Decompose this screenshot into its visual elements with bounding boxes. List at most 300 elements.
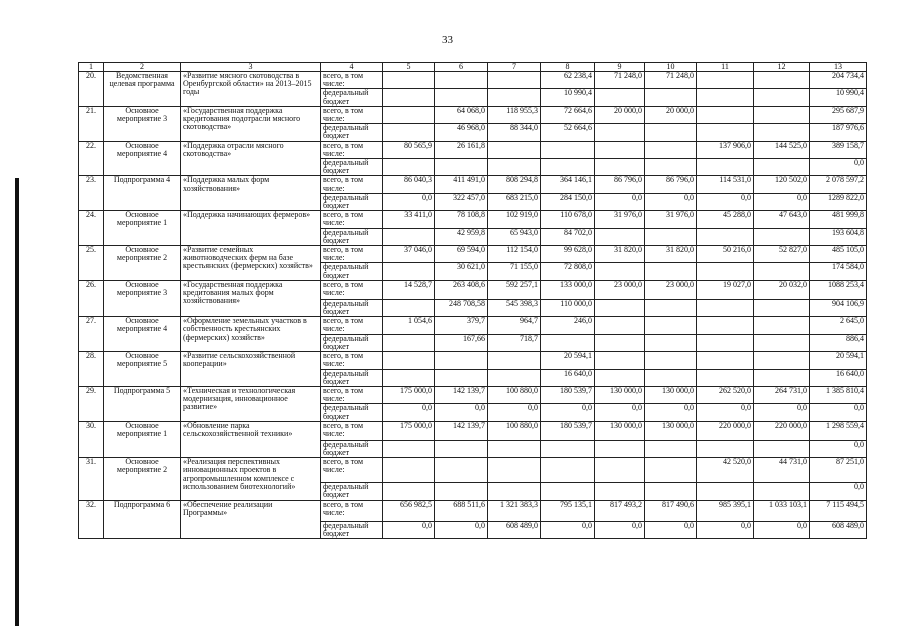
value-cell: 86 040,3 bbox=[383, 176, 435, 193]
row-type: Основное мероприятие 2 bbox=[104, 246, 181, 281]
value-cell: 0,0 bbox=[595, 521, 645, 538]
source-total-label: всего, в том числе: bbox=[321, 176, 383, 193]
row-name: «Оформление земельных участков в собственность крестьянских (фермерских) хозяйств» bbox=[181, 317, 321, 352]
value-cell: 0,0 bbox=[754, 404, 810, 421]
table-row bbox=[79, 352, 867, 369]
value-cell: 133 000,0 bbox=[541, 280, 595, 299]
value-cell: 718,7 bbox=[488, 334, 541, 351]
source-federal-label: федеральный бюджет bbox=[321, 89, 383, 106]
value-cell: 1 385 810,4 bbox=[810, 386, 867, 403]
value-cell: 37 046,0 bbox=[383, 246, 435, 263]
value-cell bbox=[488, 159, 541, 176]
value-cell: 2 645,0 bbox=[810, 317, 867, 334]
value-cell: 87 251,0 bbox=[810, 458, 867, 483]
value-cell: 64 068,0 bbox=[435, 106, 488, 123]
value-cell: 71 248,0 bbox=[595, 72, 645, 89]
value-cell: 608 489,0 bbox=[488, 521, 541, 538]
row-name: «Техническая и технологическая модернизация, инновационное развитие» bbox=[181, 386, 321, 421]
value-cell bbox=[645, 124, 697, 141]
value-cell bbox=[541, 334, 595, 351]
value-cell: 0,0 bbox=[810, 404, 867, 421]
source-total-label: всего, в том числе: bbox=[321, 421, 383, 440]
source-federal-label: федеральный бюджет bbox=[321, 483, 383, 500]
value-cell: 193 604,8 bbox=[810, 228, 867, 245]
value-cell bbox=[697, 263, 754, 280]
source-federal-label: федеральный бюджет bbox=[321, 193, 383, 210]
value-cell: 0,0 bbox=[697, 193, 754, 210]
value-cell: 80 565,9 bbox=[383, 141, 435, 158]
value-cell: 364 146,1 bbox=[541, 176, 595, 193]
value-cell bbox=[645, 369, 697, 386]
value-cell bbox=[435, 458, 488, 483]
value-cell: 167,66 bbox=[435, 334, 488, 351]
value-cell: 688 511,6 bbox=[435, 500, 488, 521]
value-cell: 142 139,7 bbox=[435, 386, 488, 403]
value-cell: 20 032,0 bbox=[754, 280, 810, 299]
value-cell: 16 640,0 bbox=[810, 369, 867, 386]
value-cell bbox=[754, 440, 810, 457]
source-federal-label: федеральный бюджет bbox=[321, 228, 383, 245]
value-cell: 175 000,0 bbox=[383, 386, 435, 403]
column-header: 6 bbox=[435, 63, 488, 72]
value-cell: 72 808,0 bbox=[541, 263, 595, 280]
value-cell: 42 959,8 bbox=[435, 228, 488, 245]
value-cell: 130 000,0 bbox=[595, 421, 645, 440]
value-cell bbox=[697, 106, 754, 123]
table-row bbox=[79, 458, 867, 483]
value-cell: 0,0 bbox=[810, 440, 867, 457]
value-cell: 985 395,1 bbox=[697, 500, 754, 521]
column-header: 2 bbox=[104, 63, 181, 72]
source-federal-label: федеральный бюджет bbox=[321, 124, 383, 141]
value-cell: 175 000,0 bbox=[383, 421, 435, 440]
value-cell: 0,0 bbox=[595, 193, 645, 210]
column-header: 4 bbox=[321, 63, 383, 72]
value-cell: 0,0 bbox=[595, 404, 645, 421]
value-cell: 52 664,6 bbox=[541, 124, 595, 141]
column-header: 7 bbox=[488, 63, 541, 72]
value-cell bbox=[488, 352, 541, 369]
row-name: «Государственная поддержка кредитования подотрасли мясного скотоводства» bbox=[181, 106, 321, 141]
source-total-label: всего, в том числе: bbox=[321, 386, 383, 403]
value-cell: 964,7 bbox=[488, 317, 541, 334]
value-cell: 683 215,0 bbox=[488, 193, 541, 210]
row-name: «Развитие мясного скотоводства в Оренбургской области» на 2013–2015 годы bbox=[181, 72, 321, 107]
table-row bbox=[79, 500, 867, 521]
value-cell bbox=[754, 334, 810, 351]
value-cell bbox=[645, 317, 697, 334]
value-cell: 0,0 bbox=[541, 404, 595, 421]
value-cell bbox=[383, 263, 435, 280]
value-cell bbox=[697, 483, 754, 500]
row-type: Основное мероприятие 2 bbox=[104, 458, 181, 500]
value-cell bbox=[435, 369, 488, 386]
value-cell: 45 288,0 bbox=[697, 211, 754, 228]
row-number: 22. bbox=[79, 141, 104, 176]
value-cell: 180 539,7 bbox=[541, 421, 595, 440]
value-cell bbox=[645, 352, 697, 369]
value-cell bbox=[754, 299, 810, 316]
value-cell: 1 321 383,3 bbox=[488, 500, 541, 521]
value-cell: 322 457,0 bbox=[435, 193, 488, 210]
source-total-label: всего, в том числе: bbox=[321, 72, 383, 89]
value-cell bbox=[645, 299, 697, 316]
source-total-label: всего, в том числе: bbox=[321, 352, 383, 369]
row-name: «Поддержка малых форм хозяйствования» bbox=[181, 176, 321, 211]
value-cell: 88 344,0 bbox=[488, 124, 541, 141]
value-cell: 264 731,0 bbox=[754, 386, 810, 403]
value-cell: 904 106,9 bbox=[810, 299, 867, 316]
value-cell bbox=[697, 352, 754, 369]
value-cell bbox=[383, 334, 435, 351]
table-row bbox=[79, 280, 867, 299]
value-cell: 795 135,1 bbox=[541, 500, 595, 521]
value-cell: 20 000,0 bbox=[645, 106, 697, 123]
value-cell bbox=[435, 72, 488, 89]
value-cell: 0,0 bbox=[488, 404, 541, 421]
row-type: Основное мероприятие 3 bbox=[104, 280, 181, 316]
value-cell: 411 491,0 bbox=[435, 176, 488, 193]
value-cell: 19 027,0 bbox=[697, 280, 754, 299]
row-name: «Государственная поддержка кредитования малых форм хозяйствования» bbox=[181, 280, 321, 316]
value-cell: 86 796,0 bbox=[595, 176, 645, 193]
value-cell bbox=[645, 89, 697, 106]
table-row bbox=[79, 106, 867, 123]
column-header: 11 bbox=[697, 63, 754, 72]
value-cell: 1088 253,4 bbox=[810, 280, 867, 299]
value-cell: 84 702,0 bbox=[541, 228, 595, 245]
row-number: 25. bbox=[79, 246, 104, 281]
value-cell bbox=[383, 106, 435, 123]
header-row bbox=[79, 63, 867, 72]
value-cell bbox=[697, 72, 754, 89]
row-name: «Поддержка начинающих фермеров» bbox=[181, 211, 321, 246]
value-cell: 0,0 bbox=[435, 404, 488, 421]
value-cell: 142 139,7 bbox=[435, 421, 488, 440]
value-cell bbox=[645, 228, 697, 245]
column-header: 9 bbox=[595, 63, 645, 72]
value-cell: 72 664,6 bbox=[541, 106, 595, 123]
value-cell: 246,0 bbox=[541, 317, 595, 334]
value-cell bbox=[645, 440, 697, 457]
column-header: 1 bbox=[79, 63, 104, 72]
row-type: Основное мероприятие 4 bbox=[104, 317, 181, 352]
value-cell: 14 528,7 bbox=[383, 280, 435, 299]
value-cell: 0,0 bbox=[697, 404, 754, 421]
value-cell bbox=[595, 228, 645, 245]
row-number: 21. bbox=[79, 106, 104, 141]
row-number: 29. bbox=[79, 386, 104, 421]
row-type: Основное мероприятие 1 bbox=[104, 421, 181, 457]
value-cell bbox=[754, 159, 810, 176]
value-cell bbox=[595, 458, 645, 483]
column-header: 5 bbox=[383, 63, 435, 72]
value-cell bbox=[383, 369, 435, 386]
value-cell bbox=[645, 159, 697, 176]
value-cell bbox=[645, 458, 697, 483]
table-row bbox=[79, 421, 867, 440]
row-name: «Развитие сельскохозяйственной кооперации» bbox=[181, 352, 321, 387]
value-cell: 656 982,5 bbox=[383, 500, 435, 521]
value-cell bbox=[697, 317, 754, 334]
value-cell bbox=[541, 159, 595, 176]
value-cell: 42 520,0 bbox=[697, 458, 754, 483]
value-cell bbox=[383, 458, 435, 483]
value-cell bbox=[595, 483, 645, 500]
value-cell bbox=[645, 483, 697, 500]
value-cell: 46 968,0 bbox=[435, 124, 488, 141]
row-number: 26. bbox=[79, 280, 104, 316]
source-total-label: всего, в том числе: bbox=[321, 211, 383, 228]
value-cell: 0,0 bbox=[541, 521, 595, 538]
value-cell: 485 105,0 bbox=[810, 246, 867, 263]
value-cell bbox=[645, 334, 697, 351]
value-cell bbox=[697, 334, 754, 351]
row-type: Основное мероприятие 3 bbox=[104, 106, 181, 141]
value-cell bbox=[754, 124, 810, 141]
value-cell bbox=[435, 352, 488, 369]
value-cell: 44 731,0 bbox=[754, 458, 810, 483]
value-cell bbox=[754, 106, 810, 123]
value-cell: 1 054,6 bbox=[383, 317, 435, 334]
row-number: 24. bbox=[79, 211, 104, 246]
value-cell: 31 820,0 bbox=[645, 246, 697, 263]
value-cell bbox=[488, 369, 541, 386]
value-cell bbox=[645, 141, 697, 158]
value-cell: 0,0 bbox=[697, 521, 754, 538]
value-cell bbox=[595, 124, 645, 141]
value-cell bbox=[488, 72, 541, 89]
value-cell bbox=[645, 263, 697, 280]
value-cell: 1289 822,0 bbox=[810, 193, 867, 210]
row-number: 32. bbox=[79, 500, 104, 538]
value-cell bbox=[595, 159, 645, 176]
value-cell: 0,0 bbox=[435, 521, 488, 538]
value-cell: 20 594,1 bbox=[541, 352, 595, 369]
source-total-label: всего, в том числе: bbox=[321, 500, 383, 521]
value-cell: 69 594,0 bbox=[435, 246, 488, 263]
page-number: 33 bbox=[442, 34, 453, 46]
value-cell: 817 493,2 bbox=[595, 500, 645, 521]
value-cell bbox=[595, 369, 645, 386]
value-cell bbox=[435, 440, 488, 457]
source-federal-label: федеральный бюджет bbox=[321, 404, 383, 421]
table-row bbox=[79, 386, 867, 403]
column-header: 13 bbox=[810, 63, 867, 72]
value-cell bbox=[754, 352, 810, 369]
value-cell: 20 594,1 bbox=[810, 352, 867, 369]
value-cell bbox=[435, 483, 488, 500]
value-cell: 220 000,0 bbox=[697, 421, 754, 440]
column-header: 3 bbox=[181, 63, 321, 72]
value-cell: 130 000,0 bbox=[595, 386, 645, 403]
value-cell: 65 943,0 bbox=[488, 228, 541, 245]
value-cell bbox=[383, 483, 435, 500]
value-cell: 262 520,0 bbox=[697, 386, 754, 403]
source-total-label: всего, в том числе: bbox=[321, 106, 383, 123]
value-cell bbox=[697, 440, 754, 457]
value-cell bbox=[697, 89, 754, 106]
source-total-label: всего, в том числе: bbox=[321, 317, 383, 334]
source-federal-label: федеральный бюджет bbox=[321, 159, 383, 176]
value-cell: 110 000,0 bbox=[541, 299, 595, 316]
row-type: Основное мероприятие 5 bbox=[104, 352, 181, 387]
source-total-label: всего, в том числе: bbox=[321, 141, 383, 158]
value-cell bbox=[754, 228, 810, 245]
row-name: «Поддержка отрасли мясного скотоводства» bbox=[181, 141, 321, 176]
value-cell bbox=[595, 440, 645, 457]
value-cell: 71 248,0 bbox=[645, 72, 697, 89]
value-cell: 31 976,0 bbox=[595, 211, 645, 228]
value-cell: 204 734,4 bbox=[810, 72, 867, 89]
value-cell: 78 108,8 bbox=[435, 211, 488, 228]
row-number: 20. bbox=[79, 72, 104, 107]
source-federal-label: федеральный бюджет bbox=[321, 521, 383, 538]
table-row bbox=[79, 211, 867, 228]
value-cell bbox=[488, 440, 541, 457]
value-cell: 284 150,0 bbox=[541, 193, 595, 210]
value-cell: 608 489,0 bbox=[810, 521, 867, 538]
value-cell: 0,0 bbox=[645, 521, 697, 538]
value-cell: 0,0 bbox=[810, 159, 867, 176]
value-cell: 220 000,0 bbox=[754, 421, 810, 440]
value-cell: 144 525,0 bbox=[754, 141, 810, 158]
value-cell bbox=[383, 228, 435, 245]
value-cell: 99 628,0 bbox=[541, 246, 595, 263]
table-row bbox=[79, 246, 867, 263]
value-cell bbox=[383, 299, 435, 316]
value-cell: 1 033 103,1 bbox=[754, 500, 810, 521]
value-cell: 112 154,0 bbox=[488, 246, 541, 263]
source-federal-label: федеральный бюджет bbox=[321, 440, 383, 457]
table-row bbox=[79, 317, 867, 334]
row-type: Основное мероприятие 4 bbox=[104, 141, 181, 176]
value-cell bbox=[595, 263, 645, 280]
value-cell: 137 906,0 bbox=[697, 141, 754, 158]
row-type: Подпрограмма 4 bbox=[104, 176, 181, 211]
value-cell: 30 621,0 bbox=[435, 263, 488, 280]
value-cell bbox=[595, 334, 645, 351]
value-cell bbox=[488, 89, 541, 106]
value-cell: 7 115 494,5 bbox=[810, 500, 867, 521]
row-number: 28. bbox=[79, 352, 104, 387]
value-cell: 0,0 bbox=[754, 521, 810, 538]
row-type: Подпрограмма 6 bbox=[104, 500, 181, 538]
row-type: Ведомственная целевая программа bbox=[104, 72, 181, 107]
value-cell: 71 155,0 bbox=[488, 263, 541, 280]
value-cell bbox=[697, 124, 754, 141]
row-type: Основное мероприятие 1 bbox=[104, 211, 181, 246]
value-cell: 1 298 559,4 bbox=[810, 421, 867, 440]
source-total-label: всего, в том числе: bbox=[321, 246, 383, 263]
column-header: 8 bbox=[541, 63, 595, 72]
value-cell: 0,0 bbox=[645, 193, 697, 210]
value-cell: 26 161,8 bbox=[435, 141, 488, 158]
value-cell bbox=[595, 141, 645, 158]
source-total-label: всего, в том числе: bbox=[321, 280, 383, 299]
value-cell: 481 999,8 bbox=[810, 211, 867, 228]
value-cell bbox=[541, 440, 595, 457]
value-cell bbox=[754, 369, 810, 386]
value-cell: 50 216,0 bbox=[697, 246, 754, 263]
row-name: «Обеспечение реализации Программы» bbox=[181, 500, 321, 538]
value-cell bbox=[595, 89, 645, 106]
value-cell: 545 398,3 bbox=[488, 299, 541, 316]
value-cell: 118 955,3 bbox=[488, 106, 541, 123]
value-cell bbox=[488, 458, 541, 483]
value-cell bbox=[754, 89, 810, 106]
source-total-label: всего, в том числе: bbox=[321, 458, 383, 483]
value-cell: 23 000,0 bbox=[645, 280, 697, 299]
value-cell bbox=[541, 141, 595, 158]
value-cell: 592 257,1 bbox=[488, 280, 541, 299]
column-header: 12 bbox=[754, 63, 810, 72]
value-cell bbox=[754, 263, 810, 280]
value-cell: 130 000,0 bbox=[645, 421, 697, 440]
value-cell: 10 990,4 bbox=[541, 89, 595, 106]
value-cell: 47 643,0 bbox=[754, 211, 810, 228]
value-cell: 0,0 bbox=[383, 193, 435, 210]
value-cell: 379,7 bbox=[435, 317, 488, 334]
value-cell bbox=[541, 483, 595, 500]
table-row bbox=[79, 176, 867, 193]
value-cell bbox=[383, 72, 435, 89]
value-cell bbox=[595, 317, 645, 334]
value-cell: 174 584,0 bbox=[810, 263, 867, 280]
value-cell: 295 687,9 bbox=[810, 106, 867, 123]
row-name: «Обновление парка сельскохозяйственной техники» bbox=[181, 421, 321, 457]
value-cell bbox=[595, 299, 645, 316]
source-federal-label: федеральный бюджет bbox=[321, 299, 383, 316]
value-cell: 248 708,58 bbox=[435, 299, 488, 316]
scan-edge-bar bbox=[15, 178, 19, 626]
value-cell bbox=[754, 72, 810, 89]
value-cell bbox=[697, 228, 754, 245]
value-cell: 0,0 bbox=[810, 483, 867, 500]
value-cell: 886,4 bbox=[810, 334, 867, 351]
value-cell bbox=[383, 159, 435, 176]
value-cell: 389 158,7 bbox=[810, 141, 867, 158]
value-cell bbox=[383, 124, 435, 141]
value-cell bbox=[541, 458, 595, 483]
value-cell bbox=[488, 483, 541, 500]
value-cell: 0,0 bbox=[383, 521, 435, 538]
value-cell: 817 490,6 bbox=[645, 500, 697, 521]
table-row bbox=[79, 72, 867, 89]
value-cell: 33 411,0 bbox=[383, 211, 435, 228]
table-row bbox=[79, 141, 867, 158]
value-cell: 0,0 bbox=[754, 193, 810, 210]
row-type: Подпрограмма 5 bbox=[104, 386, 181, 421]
value-cell bbox=[435, 89, 488, 106]
source-federal-label: федеральный бюджет bbox=[321, 369, 383, 386]
value-cell: 31 976,0 bbox=[645, 211, 697, 228]
value-cell bbox=[697, 369, 754, 386]
value-cell: 0,0 bbox=[383, 404, 435, 421]
source-federal-label: федеральный бюджет bbox=[321, 334, 383, 351]
value-cell: 114 531,0 bbox=[697, 176, 754, 193]
value-cell bbox=[383, 89, 435, 106]
value-cell bbox=[697, 159, 754, 176]
budget-table bbox=[78, 62, 867, 539]
value-cell: 100 880,0 bbox=[488, 421, 541, 440]
value-cell: 62 238,4 bbox=[541, 72, 595, 89]
value-cell bbox=[488, 141, 541, 158]
value-cell: 263 408,6 bbox=[435, 280, 488, 299]
value-cell: 0,0 bbox=[645, 404, 697, 421]
value-cell: 100 880,0 bbox=[488, 386, 541, 403]
value-cell bbox=[754, 483, 810, 500]
